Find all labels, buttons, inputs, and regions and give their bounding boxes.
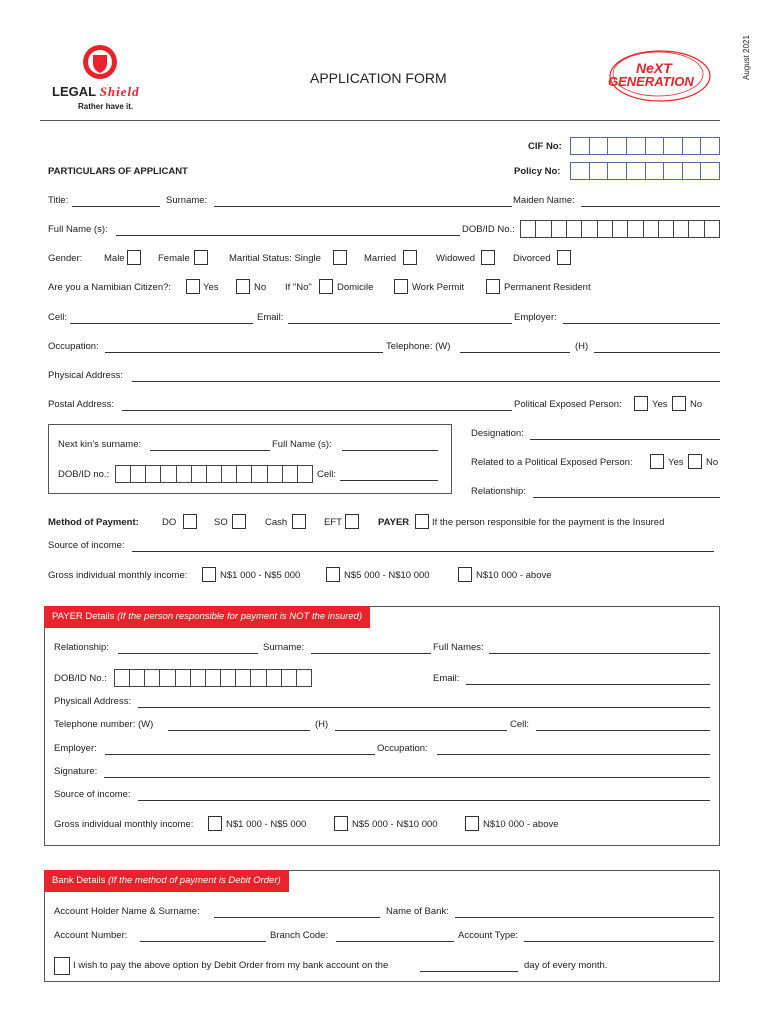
title-field[interactable]: [72, 206, 160, 207]
legalshield-wordmark: [52, 84, 140, 100]
if-no-label: If "No": [285, 282, 312, 293]
payer-occupation-field[interactable]: [437, 754, 710, 755]
fullname-field[interactable]: [116, 235, 460, 236]
maiden-name-label: Maiden Name:: [513, 195, 575, 206]
payer-note: If the person responsible for the payment is the Insured: [432, 517, 665, 528]
payer-label: PAYER: [378, 517, 410, 528]
married-checkbox[interactable]: [403, 250, 417, 265]
payer-gross-label: Gross individual monthly income:: [54, 819, 194, 830]
employer-label: Employer:: [514, 312, 557, 323]
payer-occupation-label: Occupation:: [377, 743, 428, 754]
payer-physical-field[interactable]: [138, 707, 710, 708]
payer-tel-h-field[interactable]: [335, 730, 507, 731]
payer-email-field[interactable]: [466, 684, 710, 685]
account-holder-field[interactable]: [214, 917, 380, 918]
section-particulars-title: PARTICULARS OF APPLICANT: [48, 166, 188, 177]
citizen-yes-checkbox[interactable]: [186, 279, 200, 294]
payer-range1-label: N$1 000 - N$5 000: [226, 819, 307, 830]
payer-tel-w-label: Telephone number: (W): [54, 719, 154, 730]
payer-range3-checkbox[interactable]: [465, 816, 479, 831]
income-range1-label: N$1 000 - N$5 000: [220, 570, 301, 581]
bank-name-field[interactable]: [455, 917, 714, 918]
bank-details-title: Bank Details: [52, 875, 106, 886]
pep-yes-label: Yes: [652, 399, 668, 410]
income-range2-label: N$5 000 - N$10 000: [344, 570, 430, 581]
citizen-no-checkbox[interactable]: [236, 279, 250, 294]
payment-method-label: Method of Payment:: [48, 517, 139, 528]
side-date-note: August 2021: [742, 35, 751, 80]
widowed-label: Widowed: [436, 253, 476, 264]
widowed-checkbox[interactable]: [481, 250, 495, 265]
payer-range1-checkbox[interactable]: [208, 816, 222, 831]
payer-email-label: Email:: [433, 673, 460, 684]
policy-number-grid[interactable]: [570, 162, 720, 180]
related-no-label: No: [706, 457, 719, 468]
source-income-label: Source of income:: [48, 540, 125, 551]
kin-cell-field[interactable]: [340, 480, 438, 481]
cash-label: Cash: [265, 517, 288, 528]
gender-label: Gender:: [48, 253, 83, 264]
payer-details-header: [44, 606, 370, 628]
brand-shield: Shield: [99, 84, 140, 99]
payer-fullnames-field[interactable]: [489, 653, 710, 654]
telephone-w-field[interactable]: [460, 352, 570, 353]
dob-label: DOB/ID No.:: [462, 224, 515, 235]
account-type-label: Account Type:: [458, 930, 519, 941]
employer-field[interactable]: [563, 323, 720, 324]
female-checkbox[interactable]: [194, 250, 208, 265]
postal-address-field[interactable]: [122, 410, 512, 411]
bank-details-subtitle: (If the method of payment is Debit Order): [107, 875, 281, 886]
marital-status-label: Maritial Status: Single: [229, 253, 321, 264]
designation-field[interactable]: [530, 439, 720, 440]
payer-tel-h-label: (H): [315, 719, 329, 730]
citizen-no-label: No: [254, 282, 267, 293]
citizen-yes-label: Yes: [203, 282, 219, 293]
so-label: SO: [214, 517, 228, 528]
cell-field[interactable]: [70, 323, 253, 324]
relationship-label: Relationship:: [471, 486, 526, 497]
do-checkbox[interactable]: [183, 514, 197, 529]
citizen-label: Are you a Namibian Citizen?:: [48, 282, 172, 293]
related-no-checkbox[interactable]: [688, 454, 702, 469]
postal-address-label: Postal Address:: [48, 399, 115, 410]
policy-label: Policy No:: [514, 166, 561, 177]
occupation-label: Occupation:: [48, 341, 99, 352]
form-title: APPLICATION FORM: [310, 70, 447, 86]
permanent-resident-label: Permanent Resident: [504, 282, 591, 293]
bank-details-header: [44, 870, 289, 892]
dob-id-grid[interactable]: [520, 220, 720, 238]
married-label: Married: [364, 253, 397, 264]
legalshield-logo-icon: [82, 44, 118, 80]
kin-dob-grid[interactable]: [115, 465, 313, 483]
kin-surname-field[interactable]: [150, 450, 270, 451]
telephone-w-label: Telephone: (W): [386, 341, 451, 352]
logo-next-text: NeXT: [636, 60, 672, 76]
work-permit-checkbox[interactable]: [394, 279, 408, 294]
account-number-field[interactable]: [140, 941, 266, 942]
payer-dob-label: DOB/ID No.:: [54, 673, 107, 684]
surname-label: Surname:: [166, 195, 208, 206]
branch-code-field[interactable]: [336, 941, 454, 942]
next-generation-logo: [600, 48, 720, 104]
cif-number-grid[interactable]: [570, 137, 720, 155]
relationship-field[interactable]: [533, 497, 720, 498]
so-checkbox[interactable]: [232, 514, 246, 529]
pep-no-label: No: [690, 399, 703, 410]
income-range3-label: N$10 000 - above: [476, 570, 552, 581]
work-permit-label: Work Permit: [412, 282, 465, 293]
payer-details-subtitle: (If the person responsible for payment is NOT the insured): [117, 611, 363, 622]
income-range1-checkbox[interactable]: [202, 567, 216, 582]
payer-range2-label: N$5 000 - N$10 000: [352, 819, 438, 830]
title-label: Title:: [48, 195, 69, 206]
payer-cell-field[interactable]: [536, 730, 710, 731]
payer-checkbox[interactable]: [415, 514, 429, 529]
male-checkbox[interactable]: [127, 250, 141, 265]
income-range2-checkbox[interactable]: [326, 567, 340, 582]
payer-source-field[interactable]: [138, 800, 710, 801]
payer-employer-field[interactable]: [105, 754, 375, 755]
header-divider: [40, 120, 720, 121]
payer-fullnames-label: Full Names:: [433, 642, 484, 653]
payer-surname-field[interactable]: [311, 653, 431, 654]
payer-relationship-label: Relationship:: [54, 642, 109, 653]
payer-source-label: Source of income:: [54, 789, 131, 800]
occupation-field[interactable]: [105, 352, 383, 353]
debit-order-text: I wish to pay the above option by Debit Order from my bank account on the: [73, 960, 389, 971]
physical-address-field[interactable]: [132, 381, 720, 382]
payer-surname-label: Surname:: [263, 642, 305, 653]
payer-range2-checkbox[interactable]: [334, 816, 348, 831]
domicile-checkbox[interactable]: [319, 279, 333, 294]
payer-cell-label: Cell:: [510, 719, 530, 730]
account-type-field[interactable]: [524, 941, 714, 942]
kin-fullname-label: Full Name (s):: [272, 439, 332, 450]
designation-label: Designation:: [471, 428, 524, 439]
pep-no-checkbox[interactable]: [672, 396, 686, 411]
cif-label: CIF No:: [528, 141, 562, 152]
source-income-field[interactable]: [132, 551, 714, 552]
debit-order-suffix: day of every month.: [524, 960, 608, 971]
domicile-label: Domicile: [337, 282, 374, 293]
email-field[interactable]: [288, 323, 512, 324]
telephone-h-label: (H): [575, 341, 589, 352]
female-label: Female: [158, 253, 190, 264]
related-yes-label: Yes: [668, 457, 684, 468]
debit-order-checkbox[interactable]: [54, 957, 70, 975]
kin-surname-label: Next kin's surname:: [58, 439, 142, 450]
divorced-label: Divorced: [513, 253, 551, 264]
next-of-kin-box: [48, 424, 452, 494]
physical-address-label: Physical Address:: [48, 370, 123, 381]
branch-code-label: Branch Code:: [270, 930, 329, 941]
payer-signature-field[interactable]: [104, 777, 710, 778]
cell-label: Cell:: [48, 312, 68, 323]
related-pep-label: Related to a Political Exposed Person:: [471, 457, 633, 468]
payer-dob-grid[interactable]: [114, 669, 312, 687]
logo-generation-text: GENERATION: [608, 74, 694, 89]
payer-relationship-field[interactable]: [118, 653, 258, 654]
male-label: Male: [104, 253, 125, 264]
related-yes-checkbox[interactable]: [650, 454, 664, 469]
eft-label: EFT: [324, 517, 342, 528]
payer-signature-label: Signature:: [54, 766, 98, 777]
brand-legal: LEGAL: [52, 84, 97, 99]
divorced-checkbox[interactable]: [557, 250, 571, 265]
bank-name-label: Name of Bank:: [386, 906, 449, 917]
payer-physical-label: Physicall Address:: [54, 696, 132, 707]
kin-dob-label: DOB/ID no.:: [58, 469, 110, 480]
eft-checkbox[interactable]: [345, 514, 359, 529]
tagline: Rather have it.: [78, 102, 134, 111]
permanent-resident-checkbox[interactable]: [486, 279, 500, 294]
fullname-label: Full Name (s):: [48, 224, 108, 235]
payer-range3-label: N$10 000 - above: [483, 819, 559, 830]
single-checkbox[interactable]: [333, 250, 347, 265]
surname-field[interactable]: [214, 206, 512, 207]
account-number-label: Account Number:: [54, 930, 128, 941]
payer-tel-w-field[interactable]: [168, 730, 310, 731]
do-label: DO: [162, 517, 177, 528]
kin-cell-label: Cell:: [317, 469, 337, 480]
maiden-name-field[interactable]: [581, 206, 720, 207]
payer-details-title: PAYER Details: [52, 611, 115, 622]
account-holder-label: Account Holder Name & Surname:: [54, 906, 200, 917]
gross-income-label: Gross individual monthly income:: [48, 570, 188, 581]
debit-day-field[interactable]: [420, 971, 518, 972]
pep-yes-checkbox[interactable]: [634, 396, 648, 411]
pep-label: Political Exposed Person:: [514, 399, 622, 410]
telephone-h-field[interactable]: [594, 352, 720, 353]
income-range3-checkbox[interactable]: [458, 567, 472, 582]
payer-employer-label: Employer:: [54, 743, 97, 754]
cash-checkbox[interactable]: [292, 514, 306, 529]
kin-fullname-field[interactable]: [342, 450, 438, 451]
email-label: Email:: [257, 312, 284, 323]
